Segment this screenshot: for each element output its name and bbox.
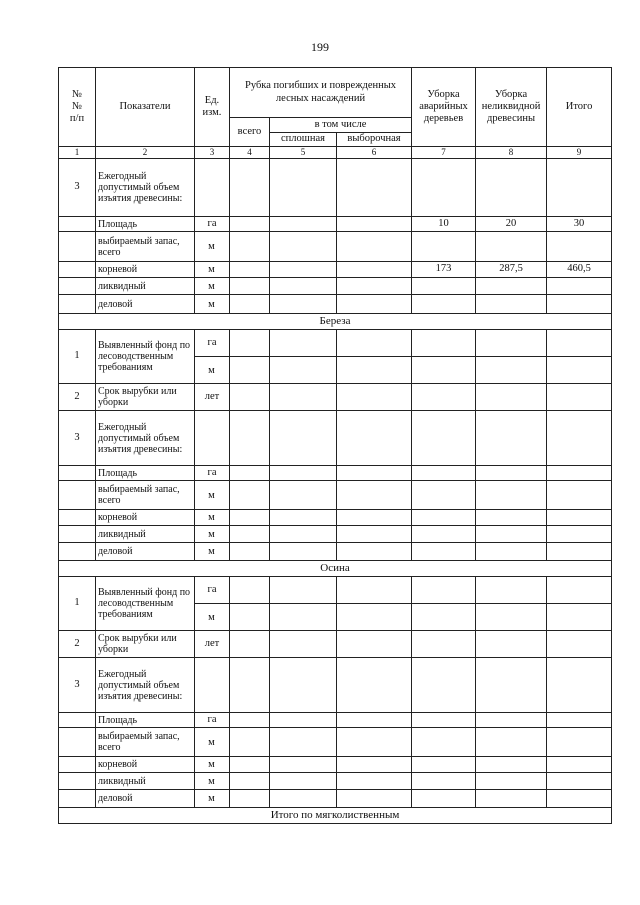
header-vtomchisle: в том числе	[270, 118, 412, 133]
value-cell	[270, 481, 337, 510]
value-cell	[547, 330, 612, 357]
value-cell	[270, 577, 337, 604]
value-cell	[230, 757, 270, 773]
value-cell	[412, 159, 476, 217]
header-vyborochnaya: выборочная	[337, 133, 412, 147]
row-number: 2	[59, 384, 96, 411]
unit-cell: м	[195, 773, 230, 790]
unit-cell: м	[195, 481, 230, 510]
value-cell	[412, 510, 476, 526]
value-cell	[270, 790, 337, 808]
header-nelikv: Уборка неликвидной древесины	[476, 68, 547, 147]
value-cell	[337, 510, 412, 526]
total-row	[59, 808, 612, 824]
value-cell	[270, 295, 337, 314]
table-row	[59, 295, 612, 314]
unit-cell: га	[195, 217, 230, 232]
row-number	[59, 262, 96, 278]
value-cell	[337, 278, 412, 295]
value-cell	[412, 658, 476, 713]
table-row	[59, 773, 612, 790]
indicator-label: Площадь	[96, 713, 195, 728]
indicator-label: Площадь	[96, 217, 195, 232]
row-number	[59, 543, 96, 561]
indicator-label: деловой	[96, 543, 195, 561]
value-cell	[270, 232, 337, 262]
table-row	[59, 577, 612, 604]
unit-cell	[195, 658, 230, 713]
unit-cell: м	[195, 510, 230, 526]
value-cell	[547, 357, 612, 384]
header-num: № № п/п	[59, 68, 96, 147]
value-cell	[476, 713, 547, 728]
value-cell	[270, 510, 337, 526]
value-cell	[270, 330, 337, 357]
value-cell	[230, 295, 270, 314]
value-cell	[337, 262, 412, 278]
row-number	[59, 790, 96, 808]
value-cell	[230, 543, 270, 561]
value-cell	[270, 604, 337, 631]
page-number: 199	[311, 40, 329, 54]
table-row	[59, 217, 612, 232]
section-title: Осина	[59, 561, 612, 577]
row-number	[59, 295, 96, 314]
value-cell	[476, 411, 547, 466]
row-number	[59, 481, 96, 510]
value-cell	[476, 543, 547, 561]
table-row	[59, 526, 612, 543]
value-cell	[412, 713, 476, 728]
column-number-row	[59, 147, 612, 159]
value-cell	[547, 773, 612, 790]
indicator-label: выбираемый запас, всего	[96, 232, 195, 262]
value-cell	[270, 411, 337, 466]
row-number: 3	[59, 411, 96, 466]
indicator-label: Срок вырубки или уборки	[96, 631, 195, 658]
col-number: 5	[270, 147, 337, 159]
value-cell	[270, 159, 337, 217]
value-cell	[337, 658, 412, 713]
row-number: 1	[59, 330, 96, 384]
value-cell	[547, 790, 612, 808]
value-cell	[337, 411, 412, 466]
value-cell	[337, 577, 412, 604]
value-cell	[547, 543, 612, 561]
header-avar: Уборка аварийных деревьев	[412, 68, 476, 147]
avar-value	[412, 295, 476, 314]
value-cell	[412, 543, 476, 561]
indicator-label: выбираемый запас, всего	[96, 481, 195, 510]
value-cell	[412, 330, 476, 357]
unit-cell: м	[195, 757, 230, 773]
col-number: 3	[195, 147, 230, 159]
nelikv-value: 20	[476, 217, 547, 232]
row-number	[59, 466, 96, 481]
unit-cell: м	[195, 728, 230, 757]
indicator-label: корневой	[96, 510, 195, 526]
value-cell	[547, 466, 612, 481]
table-row	[59, 543, 612, 561]
row-number	[59, 526, 96, 543]
table-row	[59, 411, 612, 466]
header-vsego: всего	[230, 118, 270, 147]
value-cell	[230, 728, 270, 757]
value-cell	[270, 262, 337, 278]
value-cell	[337, 757, 412, 773]
value-cell	[412, 577, 476, 604]
value-cell	[270, 631, 337, 658]
value-cell	[337, 217, 412, 232]
table-row	[59, 481, 612, 510]
value-cell	[337, 481, 412, 510]
value-cell	[476, 510, 547, 526]
header-indicators: Показатели	[96, 68, 195, 147]
value-cell	[230, 526, 270, 543]
table-row	[59, 159, 612, 217]
value-cell	[412, 604, 476, 631]
table-row	[59, 713, 612, 728]
value-cell	[476, 357, 547, 384]
value-cell	[230, 232, 270, 262]
row-number	[59, 713, 96, 728]
value-cell	[270, 773, 337, 790]
value-cell	[270, 384, 337, 411]
value-cell	[337, 790, 412, 808]
value-cell	[547, 658, 612, 713]
value-cell	[230, 604, 270, 631]
unit-cell: лет	[195, 384, 230, 411]
value-cell	[476, 526, 547, 543]
section-title-row	[59, 314, 612, 330]
value-cell	[476, 631, 547, 658]
value-cell	[337, 604, 412, 631]
value-cell	[476, 728, 547, 757]
table-row	[59, 278, 612, 295]
value-cell	[230, 713, 270, 728]
row-number	[59, 510, 96, 526]
indicator-label: выбираемый запас, всего	[96, 728, 195, 757]
value-cell	[270, 217, 337, 232]
indicator-label: Ежегодный допустимый объем изъятия древесины:	[96, 159, 195, 217]
table-row	[59, 658, 612, 713]
value-cell	[230, 773, 270, 790]
col-number: 6	[337, 147, 412, 159]
value-cell	[270, 357, 337, 384]
value-cell	[270, 728, 337, 757]
value-cell	[230, 790, 270, 808]
value-cell	[230, 159, 270, 217]
header-sploshnaya: сплошная	[270, 133, 337, 147]
indicator-label: деловой	[96, 295, 195, 314]
value-cell	[412, 384, 476, 411]
unit-cell: м	[195, 262, 230, 278]
value-cell	[412, 466, 476, 481]
itogo-value	[547, 278, 612, 295]
value-cell	[412, 790, 476, 808]
value-cell	[337, 232, 412, 262]
value-cell	[230, 217, 270, 232]
value-cell	[270, 278, 337, 295]
indicator-label: ликвидный	[96, 773, 195, 790]
value-cell	[230, 357, 270, 384]
table-row	[59, 757, 612, 773]
value-cell	[476, 466, 547, 481]
value-cell	[270, 713, 337, 728]
value-cell	[230, 658, 270, 713]
unit-cell: м	[195, 357, 230, 384]
nelikv-value	[476, 232, 547, 262]
indicator-label: ликвидный	[96, 278, 195, 295]
unit-cell: м	[195, 526, 230, 543]
unit-cell: га	[195, 466, 230, 481]
unit-cell	[195, 411, 230, 466]
col-number: 9	[547, 147, 612, 159]
value-cell	[337, 330, 412, 357]
value-cell	[337, 773, 412, 790]
value-cell	[230, 631, 270, 658]
value-cell	[476, 773, 547, 790]
avar-value: 173	[412, 262, 476, 278]
table-body	[59, 68, 612, 824]
value-cell	[337, 543, 412, 561]
value-cell	[547, 526, 612, 543]
table-row	[59, 232, 612, 262]
indicator-label: деловой	[96, 790, 195, 808]
row-number: 1	[59, 577, 96, 631]
itogo-value	[547, 232, 612, 262]
value-cell	[547, 481, 612, 510]
section-title: Береза	[59, 314, 612, 330]
table-row	[59, 631, 612, 658]
value-cell	[337, 526, 412, 543]
nelikv-value	[476, 295, 547, 314]
indicator-label: Выявленный фонд по лесоводственным требованиям	[96, 330, 195, 384]
value-cell	[547, 757, 612, 773]
value-cell	[476, 757, 547, 773]
value-cell	[547, 631, 612, 658]
table-row	[59, 510, 612, 526]
col-number: 1	[59, 147, 96, 159]
value-cell	[412, 357, 476, 384]
itogo-value	[547, 295, 612, 314]
unit-cell: га	[195, 330, 230, 357]
value-cell	[337, 713, 412, 728]
unit-cell: лет	[195, 631, 230, 658]
unit-cell: га	[195, 713, 230, 728]
unit-cell: м	[195, 232, 230, 262]
value-cell	[270, 526, 337, 543]
value-cell	[476, 384, 547, 411]
col-number: 2	[96, 147, 195, 159]
itogo-value: 460,5	[547, 262, 612, 278]
value-cell	[230, 384, 270, 411]
value-cell	[547, 604, 612, 631]
table-row	[59, 384, 612, 411]
value-cell	[412, 728, 476, 757]
row-number	[59, 217, 96, 232]
avar-value	[412, 278, 476, 295]
col-number: 7	[412, 147, 476, 159]
value-cell	[547, 411, 612, 466]
row-number	[59, 232, 96, 262]
value-cell	[412, 773, 476, 790]
col-number: 8	[476, 147, 547, 159]
row-number: 2	[59, 631, 96, 658]
header-unit: Ед. изм.	[195, 68, 230, 147]
table-row	[59, 790, 612, 808]
value-cell	[270, 543, 337, 561]
avar-value	[412, 232, 476, 262]
indicator-label: Ежегодный допустимый объем изъятия древесины:	[96, 411, 195, 466]
value-cell	[337, 728, 412, 757]
indicator-label: Площадь	[96, 466, 195, 481]
row-number	[59, 773, 96, 790]
table-row	[59, 330, 612, 357]
value-cell	[476, 790, 547, 808]
row-number: 3	[59, 658, 96, 713]
value-cell	[547, 384, 612, 411]
table-row	[59, 728, 612, 757]
value-cell	[476, 604, 547, 631]
value-cell	[337, 384, 412, 411]
value-cell	[270, 466, 337, 481]
value-cell	[230, 466, 270, 481]
unit-cell: м	[195, 790, 230, 808]
unit-cell	[195, 159, 230, 217]
row-number	[59, 757, 96, 773]
value-cell	[337, 295, 412, 314]
value-cell	[230, 510, 270, 526]
avar-value: 10	[412, 217, 476, 232]
value-cell	[547, 159, 612, 217]
nelikv-value: 287,5	[476, 262, 547, 278]
value-cell	[547, 577, 612, 604]
indicator-label: Ежегодный допустимый объем изъятия древесины:	[96, 658, 195, 713]
value-cell	[270, 757, 337, 773]
value-cell	[412, 481, 476, 510]
row-number	[59, 728, 96, 757]
value-cell	[547, 510, 612, 526]
indicator-label: корневой	[96, 757, 195, 773]
unit-cell: га	[195, 577, 230, 604]
value-cell	[230, 330, 270, 357]
forest-harvest-table	[58, 67, 612, 824]
value-cell	[412, 411, 476, 466]
value-cell	[476, 159, 547, 217]
value-cell	[337, 159, 412, 217]
value-cell	[337, 631, 412, 658]
section-title-row	[59, 561, 612, 577]
value-cell	[476, 481, 547, 510]
indicator-label: Срок вырубки или уборки	[96, 384, 195, 411]
value-cell	[412, 526, 476, 543]
col-number: 4	[230, 147, 270, 159]
value-cell	[230, 411, 270, 466]
row-number	[59, 278, 96, 295]
value-cell	[547, 728, 612, 757]
value-cell	[230, 262, 270, 278]
indicator-label: Выявленный фонд по лесоводственным требованиям	[96, 577, 195, 631]
unit-cell: м	[195, 295, 230, 314]
value-cell	[412, 757, 476, 773]
value-cell	[230, 278, 270, 295]
row-number: 3	[59, 159, 96, 217]
header-itogo: Итого	[547, 68, 612, 147]
value-cell	[476, 577, 547, 604]
unit-cell: м	[195, 543, 230, 561]
indicator-label: ликвидный	[96, 526, 195, 543]
table-row	[59, 262, 612, 278]
unit-cell: м	[195, 278, 230, 295]
value-cell	[230, 577, 270, 604]
unit-cell: м	[195, 604, 230, 631]
nelikv-value	[476, 278, 547, 295]
value-cell	[230, 481, 270, 510]
value-cell	[547, 713, 612, 728]
value-cell	[412, 631, 476, 658]
value-cell	[476, 330, 547, 357]
value-cell	[476, 658, 547, 713]
itogo-value: 30	[547, 217, 612, 232]
header-rubka: Рубка погибших и поврежденных лесных насаждений	[230, 68, 412, 118]
total-label: Итого по мягколиственным	[59, 808, 612, 824]
table-row	[59, 466, 612, 481]
value-cell	[337, 466, 412, 481]
value-cell	[270, 658, 337, 713]
indicator-label: корневой	[96, 262, 195, 278]
value-cell	[337, 357, 412, 384]
